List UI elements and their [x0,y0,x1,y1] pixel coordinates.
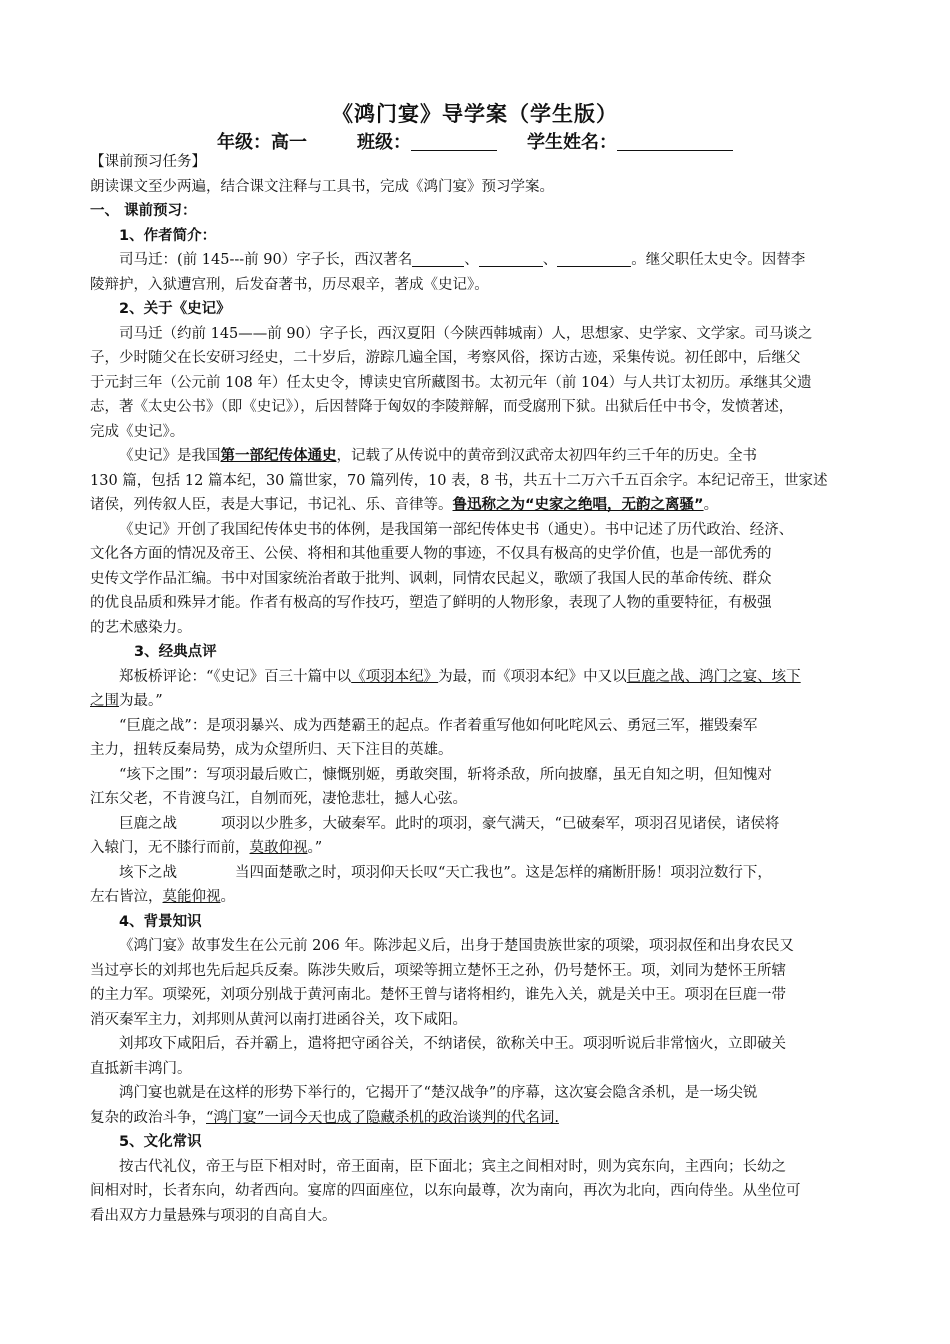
shiji-p2-line: 诸侯，列传叙人臣，表是大事记，书记礼、乐、音律等。鲁迅称之为“史家之绝唱，无韵之离骚”。 [90,497,719,513]
review-line-2: 之围为最。” [90,693,163,709]
shiji-heading: 2、关于《史记》 [119,301,231,317]
preview-instruction: 朗读课文至少两遍，结合课文注释与工具书，完成《鸿门宴》预习学案。 [90,178,554,195]
shiji-p1-line: 子，少时随父在长安研习经史，二十岁后，游踪几遍全国，考察风俗，探访古迹，采集传说。初任郎中，后继父 [90,350,801,366]
comparison-julu-2: 入辕门，无不膝行而前，莫敢仰视。” [90,840,323,856]
author-line-2: 陵辩护，入狱遭宫刑，后发奋著书，历尽艰辛，著成《史记》。 [90,276,489,293]
author-heading: 1、作者简介： [119,227,217,244]
background-p2-line: 刘邦攻下咸阳后，吞并霸上，遣将把守函谷关，不纳诸侯，欲称关中王。项羽听说后非常恼火，立即破关 [119,1036,786,1052]
background-p1-line: 消灭秦军主力，刘邦则从黄河以南打进函谷关，攻下咸阳。 [90,1011,467,1028]
review-heading: 3、经典点评 [134,644,217,660]
shiji-p1-line: 于元封三年（公元前 108 年）任太史令，博读史官所藏图书。太初元年（前 104）与人共订太初历。承继其父遗 [90,374,812,391]
culture-line: 间相对时，长者东向，幼者西向。宴席的四面座位，以东向最尊，次为南向，再次为北向，西向侍坐。从坐位可 [90,1183,801,1199]
author-line-1: 司马迁：(前 145---前 90）字子长，西汉著名 、 、 。继父职任太史令。因替李 [119,252,806,268]
shiji-p3-line: 的艺术感染力。 [90,619,192,636]
shiji-p3-line: 史传文学作品汇编。书中对国家统治者敢于批判、讽刺，同情农民起义，歌颂了我国人民的革命传统、群众 [90,570,772,587]
section-heading: 一、 课前预习： [90,203,197,219]
culture-line: 按古代礼仪，帝王与臣下相对时，帝王面南，臣下面北；宾主之间相对时，则为宾东向，主西向；长幼之 [119,1158,786,1175]
document-title: 《鸿门宴》导学案（学生版） [332,102,618,126]
highlight-luxun-quote: 鲁迅称之为“史家之绝唱，无韵之离骚” [452,497,704,513]
shiji-p3-line: 《史记》开创了我国纪传体史书的体例，是我国第一部纪传体史书（通史）。书中记述了历代政治、经济、 [119,521,794,538]
comparison-julu: 巨鹿之战 项羽以少胜多，大破秦军。此时的项羽，豪气满天，“已破秦军，项羽召见诸侯，诸侯将 [119,815,780,832]
author-blank-3[interactable] [557,250,631,267]
class-label: 班级： [357,132,411,153]
shiji-p1-line: 完成《史记》。 [90,423,185,440]
shiji-p3-line: 文化各方面的情况及帝王、公侯、将相和其他重要人物的事迹，不仅具有极高的史学价值，也是一部优秀的 [90,546,772,562]
background-p3-line: 复杂的政治斗争，“鸿门宴”一词今天也成了隐藏杀机的政治谈判的代名词. [90,1109,559,1126]
review-line-1: 郑板桥评论：“《史记》百三十篇中以《项羽本纪》为最，而《项羽本纪》中又以巨鹿之战、鸿门之宴、垓下 [119,668,801,685]
shiji-p3-line: 的优良品质和殊异才能。作者有极高的写作技巧，塑造了鲜明的人物形象，表现了人物的重要特征，有极强 [90,595,772,611]
gaixia-line: “垓下之围”：写项羽最后败亡，慷慨别姬，勇敢突围，斩将杀敌，所向披靡，虽无自知之明，但知愧对 [119,766,772,783]
author-blank-2[interactable] [479,250,543,267]
background-heading: 4、背景知识 [119,913,202,930]
shiji-p1-line: 司马迁（约前 145——前 90）字子长，西汉夏阳（今陕西韩城南）人，思想家、史学家、文学家。司马谈之 [119,325,813,342]
julu-line: “巨鹿之战”：是项羽暴兴、成为西楚霸王的起点。作者着重写他如何叱咤风云、勇冠三军，摧毁秦军 [119,717,758,734]
shiji-p2-line: 130 篇，包括 12 篇本纪，30 篇世家，70 篇列传，10 表，8 书，共五十二万六千五百余字。本纪记帝王，世家述 [90,472,828,489]
shiji-p1-line: 志，著《太史公书》（即《史记》），后因替降于匈奴的李陵辩解，而受腐刑下狱。出狱后任中书令，发愤著述， [90,399,794,415]
class-blank[interactable] [411,132,497,151]
background-p1-line: 当过亭长的刘邦也先后起兵反秦。陈涉失败后，项梁等拥立楚怀王之孙，仍号楚怀王。项，刘同为楚怀王所辖 [90,962,786,979]
gaixia-line: 江东父老，不肯渡乌江，自刎而死，凄怆悲壮，撼人心弦。 [90,791,467,807]
background-p1-line: 《鸿门宴》故事发生在公元前 206 年。陈涉起义后，出身于楚国贵族世家的项梁，项羽叔侄和出身农民又 [119,938,794,954]
background-p1-line: 的主力军。项梁死，刘项分别战于黄河南北。楚怀王曾与诸将相约，谁先入关，就是关中王。项羽在巨鹿一带 [90,987,786,1003]
grade-label: 年级：高一 [217,132,307,153]
author-blank-1[interactable] [412,250,464,267]
comparison-gaixia-2: 左右皆泣，莫能仰视。 [90,889,235,905]
shiji-p2-line: 《史记》是我国第一部纪传体通史，记载了从传说中的黄帝到汉武帝太初四年约三千年的历史。全书 [119,448,757,464]
culture-heading: 5、文化常识 [119,1134,202,1150]
document-body [90,150,862,1228]
comparison-gaixia: 垓下之战 当四面楚歌之时，项羽仰天长叹“天亡我也”。这是怎样的痛断肝肠！项羽泣数行下， [119,864,772,881]
background-p3-line: 鸿门宴也就是在这样的形势下举行的，它揭开了“楚汉战争”的序幕，这次宴会隐含杀机，是一场尖锐 [119,1085,758,1101]
highlight-first-biography-history: 第一部纪传体通史 [220,448,337,464]
preview-heading: 【课前预习任务】 [90,154,206,170]
background-p2-line: 直抵新丰鸿门。 [90,1060,192,1077]
name-blank[interactable] [617,132,733,151]
julu-line: 主力，扭转反秦局势，成为众望所归、天下注目的英雄。 [90,742,453,758]
culture-line: 看出双方力量悬殊与项羽的自高自大。 [90,1207,337,1224]
name-label: 学生姓名： [527,132,617,153]
